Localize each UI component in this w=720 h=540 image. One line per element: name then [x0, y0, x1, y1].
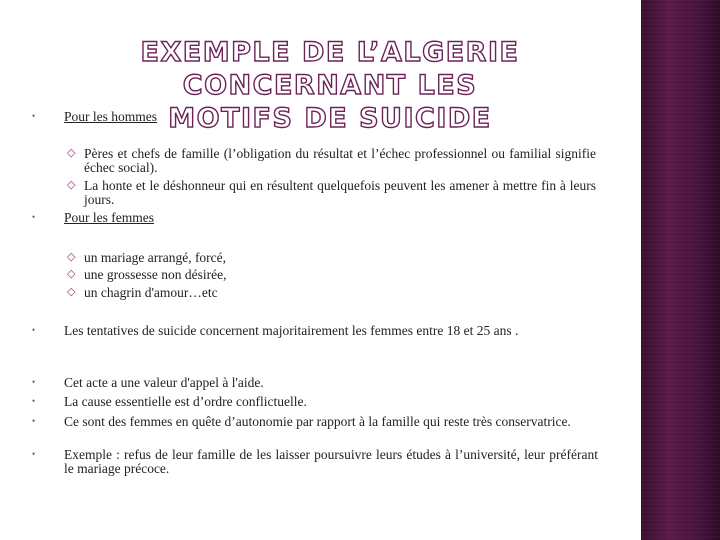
women-reason-text: une grossesse non désirée,	[84, 267, 227, 282]
paragraph-text: Cet acte a une valeur d'appel à l'aide.	[64, 375, 264, 390]
hollow-diamond-bullet-icon: ◇	[67, 178, 76, 191]
women-reason-text: un mariage arrangé, forcé,	[84, 250, 227, 265]
hollow-diamond-bullet-icon: ◇	[67, 285, 76, 298]
hollow-diamond-bullet-icon: ◇	[67, 146, 76, 159]
small-dot-bullet-icon: •	[32, 449, 36, 459]
slide-title-line-1: EXEMPLE DE L’ALGERIE CONCERNANT LES	[140, 37, 520, 101]
hollow-diamond-bullet-icon: ◇	[67, 250, 76, 263]
men-reason-item	[67, 146, 596, 175]
men-heading: Pour les hommes	[64, 109, 157, 124]
women-heading: Pour les femmes	[64, 210, 154, 225]
paragraph-item	[32, 447, 598, 476]
small-dot-bullet-icon: •	[32, 212, 36, 222]
paragraph-item	[32, 414, 598, 429]
paragraph-item	[32, 394, 598, 409]
paragraph-item	[32, 375, 598, 390]
paragraph-text: Exemple : refus de leur famille de les laisser poursuivre leurs études à l’université, leur préférant le mariage précoce.	[64, 447, 598, 476]
slide-title-line-2: MOTIFS DE SUICIDE	[168, 103, 492, 134]
women-reason-item	[67, 250, 596, 265]
small-dot-bullet-icon: •	[32, 416, 36, 426]
men-heading-item	[32, 109, 157, 124]
women-reason-item	[67, 267, 596, 282]
paragraph-text: Ce sont des femmes en quête d’autonomie par rapport à la famille qui reste très conservatrice.	[64, 414, 571, 429]
women-heading-item	[32, 210, 154, 225]
paragraph-text: Les tentatives de suicide concernent majoritairement les femmes entre 18 et 25 ans .	[64, 323, 519, 338]
small-dot-bullet-icon: •	[32, 377, 36, 387]
men-reason-text: Pères et chefs de famille (l’obligation du résultat et l’échec professionnel ou familial signifie échec social).	[84, 146, 596, 175]
small-dot-bullet-icon: •	[32, 396, 36, 406]
small-dot-bullet-icon: •	[32, 325, 36, 335]
decorative-sidebar	[641, 0, 720, 540]
men-reason-item	[67, 178, 596, 207]
men-reason-text: La honte et le déshonneur qui en résultent quelquefois peuvent les amener à mettre fin à leurs jours.	[84, 178, 596, 207]
women-reason-item	[67, 285, 596, 300]
paragraph-item	[32, 323, 598, 338]
hollow-diamond-bullet-icon: ◇	[67, 267, 76, 280]
women-reason-text: un chagrin d'amour…etc	[84, 285, 218, 300]
paragraph-text: La cause essentielle est d’ordre conflictuelle.	[64, 394, 307, 409]
small-dot-bullet-icon: •	[32, 111, 36, 121]
